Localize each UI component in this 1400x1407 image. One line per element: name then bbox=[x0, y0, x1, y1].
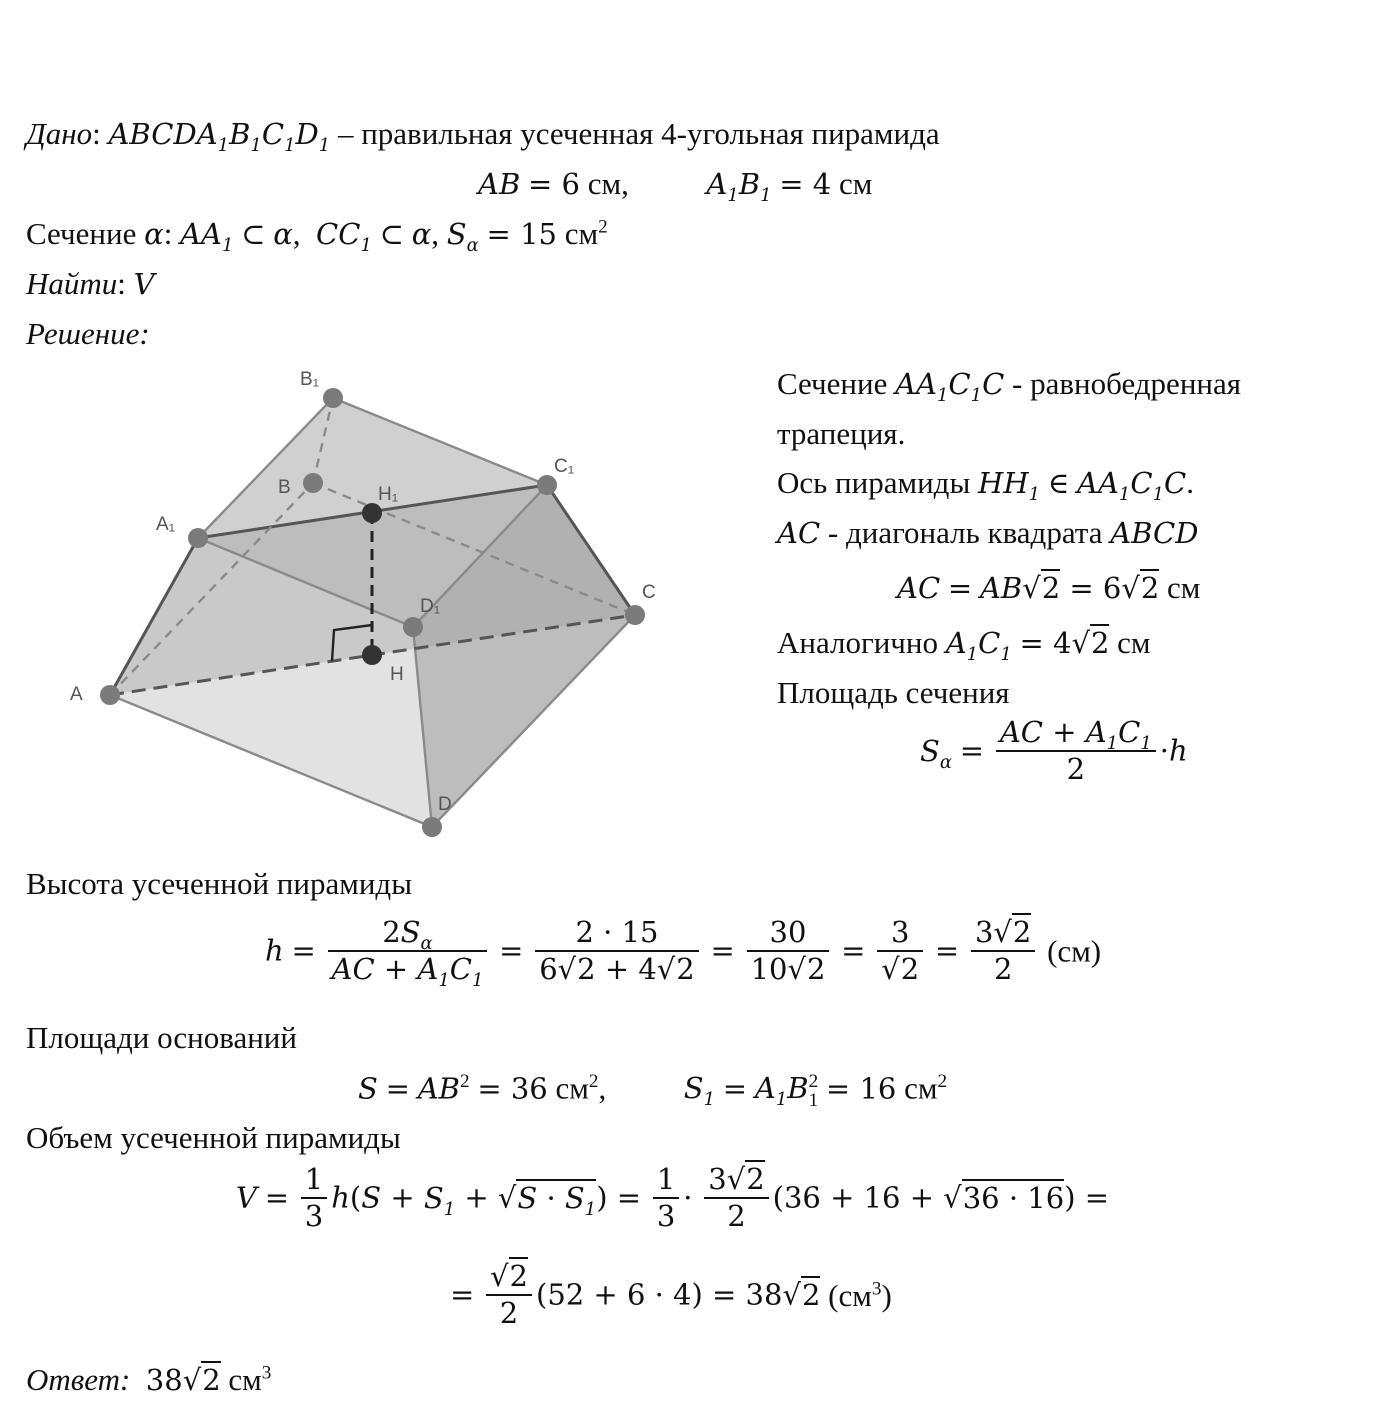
volume-formula-2: = $\frac{√2}{2}$ (52 + 6 · 4) = 38√2 $(см^3)$ bbox=[450, 1259, 892, 1330]
label-a: A bbox=[70, 684, 83, 705]
vertex-b1 bbox=[323, 388, 343, 408]
vertex-a bbox=[100, 685, 120, 705]
label-d1: D₁ bbox=[420, 596, 441, 617]
label-d: D bbox=[438, 794, 452, 815]
label-h: H bbox=[390, 664, 404, 685]
bases-title: Площади оснований bbox=[26, 1020, 297, 1055]
vertex-a1 bbox=[188, 528, 208, 548]
height-formula: h = $\frac{2S_\alpha}{AC + A_1C_1}$ = $\frac{2 \cdot 15}{6√2 + 4√2}$ = $\frac{30}{10√2}$ = $\frac{3}{√2}$ = $\frac{3√2}{2}$ (см) bbox=[265, 915, 1102, 991]
given-label: Дано bbox=[26, 116, 93, 151]
vertex-d bbox=[422, 817, 442, 837]
height-title: Высота усеченной пирамиды bbox=[26, 866, 413, 901]
truncated-pyramid-figure bbox=[60, 355, 680, 855]
given-section: Сечение α: $AA_1$ ⊂ α, $CC_1$ ⊂ α, $S_\alpha = 15$ $см^2$ bbox=[26, 216, 608, 256]
label-b1: B₁ bbox=[300, 369, 320, 390]
answer-label: Ответ: bbox=[26, 1362, 131, 1397]
find-value: V bbox=[133, 267, 155, 301]
rc-line-2: трапеция. bbox=[777, 416, 906, 451]
label-b: B bbox=[278, 477, 291, 498]
rc-line-3: Ось пирамиды $HH_1$ ∈ $AA_1C_1C$. bbox=[777, 465, 1194, 505]
point-h bbox=[362, 645, 382, 665]
find-label: Найти bbox=[26, 266, 118, 301]
volume-formula-1: V = $\frac{1}{3}$ $h(S + S_1 + √S \cdot S_1)$ = $\frac{1}{3}$ · $\frac{3√2}{2}$ (36 + 16 + √36 · 16) = bbox=[236, 1162, 1110, 1233]
vertex-d1 bbox=[403, 617, 423, 637]
label-c1: C₁ bbox=[554, 456, 575, 477]
rc-line-1: Сечение $AA_1C_1C$ - равнобедренная bbox=[777, 366, 1242, 406]
rc-line-6: Аналогично $A_1C_1 = 4√2$ см bbox=[777, 625, 1151, 665]
given-edges: AB = 6 см, $A_1B_1 = 4$ см bbox=[478, 166, 873, 206]
answer-line: Ответ: 38√2 $см^3$ bbox=[26, 1362, 272, 1397]
vertex-b bbox=[303, 473, 323, 493]
label-c: C bbox=[642, 582, 656, 603]
solution-label: Решение: bbox=[26, 316, 150, 351]
rc-line-7: Площадь сечения bbox=[777, 675, 1010, 710]
vertex-c bbox=[625, 605, 645, 625]
find-line: Найти: V bbox=[26, 266, 155, 301]
rc-line-5: AC = AB√2 = 6√2 см bbox=[897, 570, 1201, 605]
given-ab: AB bbox=[478, 167, 521, 201]
bases-formula: $S = AB^2 = 36$ $см^2$, $S_1 = A_1B$ 2 1 = 16 $см^2$ bbox=[358, 1070, 948, 1112]
volume-title: Объем усеченной пирамиды bbox=[26, 1120, 401, 1155]
answer-value: 38√2 bbox=[145, 1363, 221, 1397]
given-line: Дано: $ABCDA_1B_1C_1D_1$ – правильная усеченная 4-угольная пирамида bbox=[26, 116, 940, 156]
point-h1 bbox=[362, 503, 382, 523]
given-description: – правильная усеченная 4-угольная пирамида bbox=[337, 116, 940, 151]
given-a1b1: $A_1B_1$ bbox=[706, 167, 772, 206]
label-a1: A₁ bbox=[156, 514, 176, 535]
rc-section-area-formula: $S_\alpha$ = $\frac{AC + A_1C_1}{2}$ ·h bbox=[920, 715, 1188, 786]
vertex-c1 bbox=[537, 475, 557, 495]
given-solid: $ABCDA_1B_1C_1D_1$ bbox=[108, 117, 331, 156]
label-h1: H₁ bbox=[378, 484, 399, 505]
rc-line-4: AC - диагональ квадрата ABCD bbox=[777, 515, 1199, 550]
